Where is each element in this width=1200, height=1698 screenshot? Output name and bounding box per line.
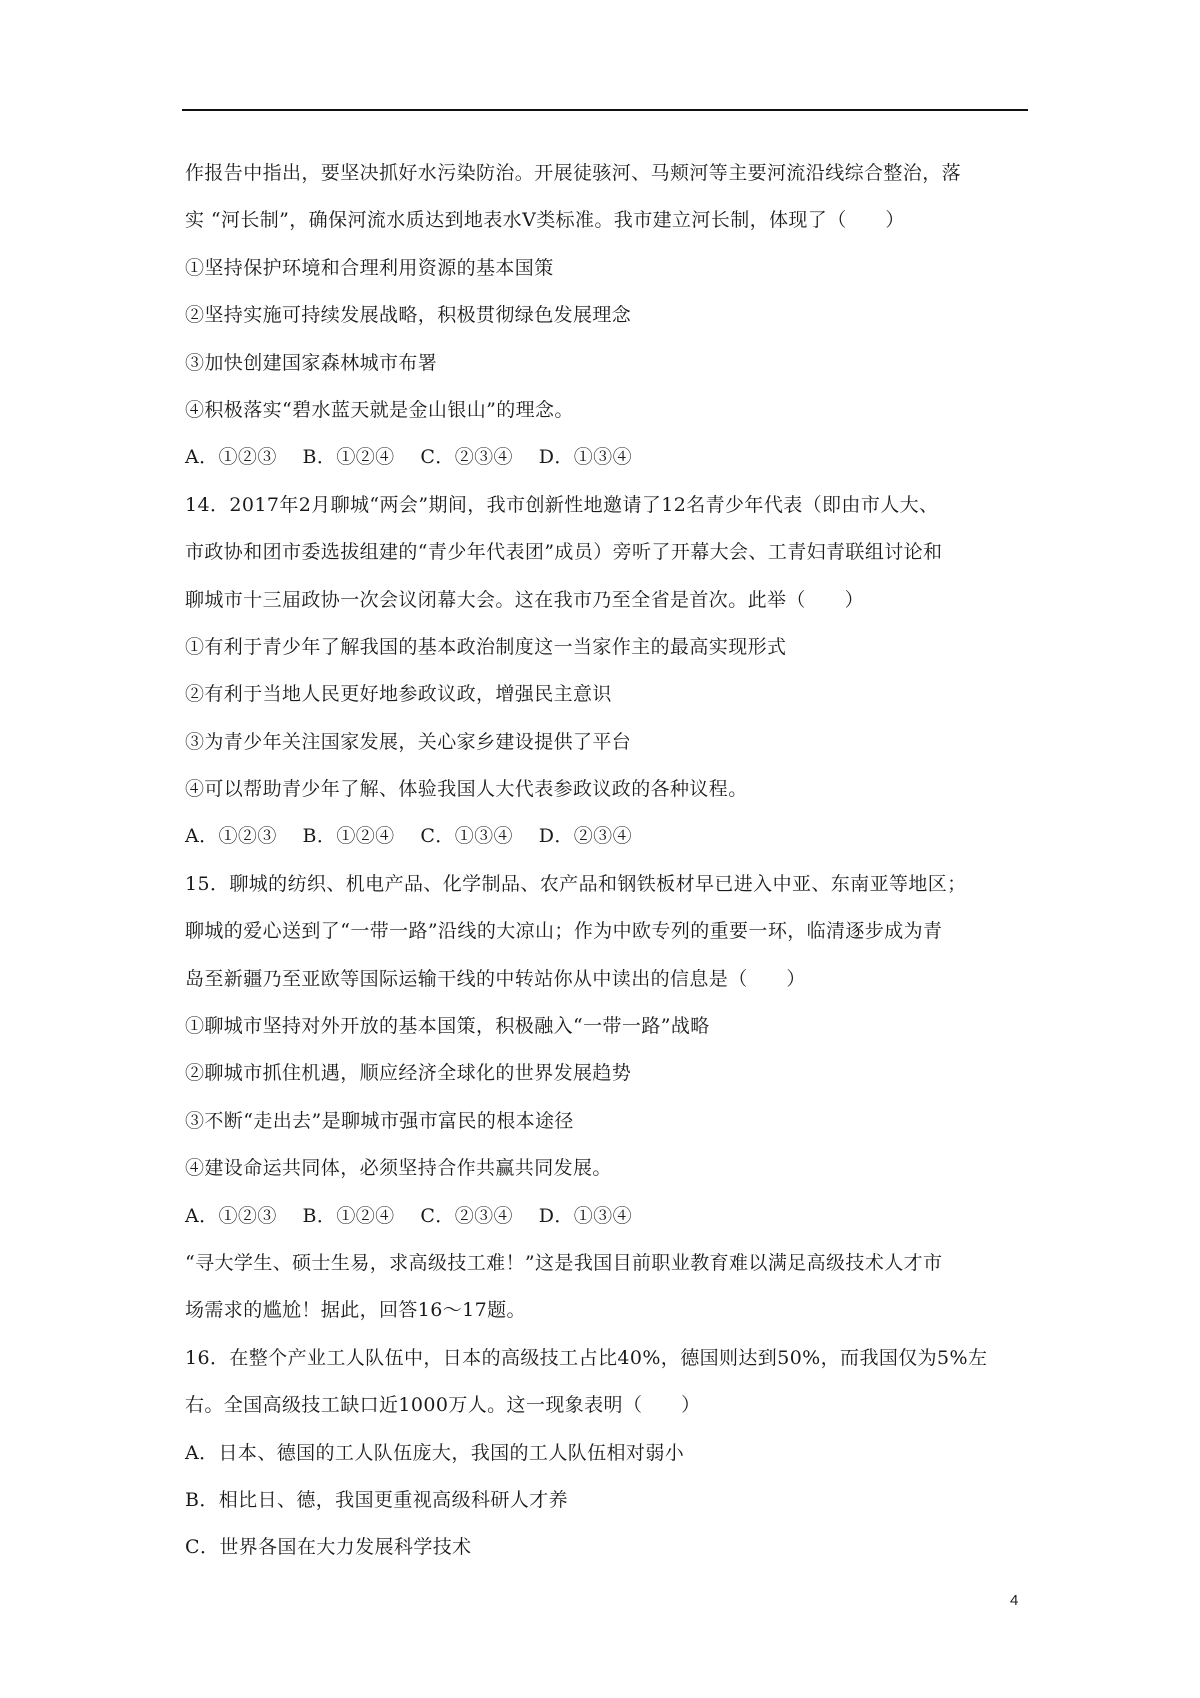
material-intro: “寻大学生、硕士生易，求高级技工难！”这是我国目前职业教育难以满足高级技术人才市 <box>185 1251 943 1274</box>
question-15: 15．聊城的纺织、机电产品、化学制品、农产品和钢铁板材早已进入中亚、东南亚等地区； <box>185 872 967 895</box>
answer-option-a: A．日本、德国的工人队伍庞大，我国的工人队伍相对弱小 <box>185 1441 685 1464</box>
text-line: 聊城市十三届政协一次会议闭幕大会。这在我市乃至全省是首次。此举（ ） <box>185 588 865 611</box>
text-line: 市政协和团市委选拔组建的“青少年代表团”成员）旁听了开幕大会、工青妇青联组讨论和 <box>185 541 943 564</box>
answer-option-c: C．世界各国在大力发展科学技术 <box>185 1536 472 1559</box>
option-line: ①聊城市坚持对外开放的基本国策，积极融入“一带一路”战略 <box>185 1015 710 1038</box>
question-14: 14．2017年2月聊城“两会”期间，我市创新性地邀请了12名青少年代表（即由市人大、 <box>185 493 939 516</box>
option-line: ①坚持保护环境和合理利用资源的基本国策 <box>185 256 554 279</box>
text-line: 场需求的尴尬！据此，回答16～17题。 <box>185 1299 526 1322</box>
question-16: 16．在整个产业工人队伍中，日本的高级技工占比40%，德国则达到50%，而我国仅为5%左 <box>185 1346 988 1369</box>
option-line: ②有利于当地人民更好地参政议政，增强民主意识 <box>185 683 612 706</box>
option-line: ②坚持实施可持续发展战略，积极贯彻绿色发展理念 <box>185 304 632 327</box>
answer-choices: A．①②③ B．①②④ C．①③④ D．②③④ <box>185 825 632 848</box>
option-line: ④积极落实“碧水蓝天就是金山银山”的理念。 <box>185 398 574 421</box>
option-line: ③为青少年关注国家发展，关心家乡建设提供了平台 <box>185 730 632 753</box>
document-body <box>185 150 1030 1572</box>
option-line: ③加快创建国家森林城市布署 <box>185 351 438 374</box>
text-line: 作报告中指出，要坚决抓好水污染防治。开展徒骇河、马颊河等主要河流沿线综合整治，落 <box>185 162 962 184</box>
option-line: ①有利于青少年了解我国的基本政治制度这一当家作主的最高实现形式 <box>185 635 787 658</box>
option-line: ②聊城市抓住机遇，顺应经济全球化的世界发展趋势 <box>185 1062 632 1085</box>
text-line: 聊城的爱心送到了“一带一路”沿线的大凉山；作为中欧专列的重要一环，临清逐步成为青 <box>185 920 943 943</box>
text-line: 岛至新疆乃至亚欧等国际运输干线的中转站你从中读出的信息是（ ） <box>185 967 806 990</box>
answer-option-b: B．相比日、德，我国更重视高级科研人才养 <box>185 1488 568 1511</box>
option-line: ④建设命运共同体，必须坚持合作共赢共同发展。 <box>185 1157 612 1180</box>
answer-choices: A．①②③ B．①②④ C．②③④ D．①③④ <box>185 1204 632 1227</box>
header-rule <box>182 109 1028 111</box>
option-line: ④可以帮助青少年了解、体验我国人大代表参政议政的各种议程。 <box>185 778 748 801</box>
text-line: 实 “河长制”，确保河流水质达到地表水Ⅴ类标准。我市建立河长制，体现了（ ） <box>185 209 905 232</box>
page-number: 4 <box>1010 1592 1019 1609</box>
answer-choices: A．①②③ B．①②④ C．②③④ D．①③④ <box>185 446 632 469</box>
option-line: ③不断“走出去”是聊城市强市富民的根本途径 <box>185 1109 574 1132</box>
text-line: 右。全国高级技工缺口近1000万人。这一现象表明（ ） <box>185 1394 701 1417</box>
